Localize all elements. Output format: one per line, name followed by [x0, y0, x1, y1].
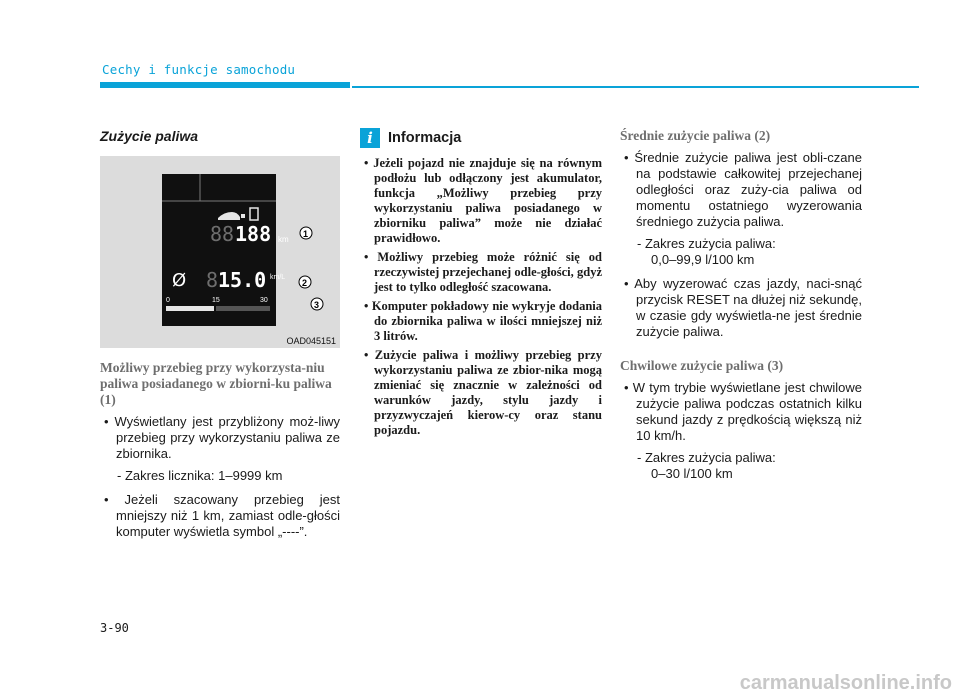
- callout-1-label: 1: [303, 229, 309, 239]
- column-left: [100, 120, 340, 546]
- average-bullet-2: • Aby wyzerować czas jazdy, naci-snąć przycisk RESET na dłużej niż sekundę, w czasie gdy wyświetla-ne jest średnie zużycie paliwa.: [624, 276, 862, 339]
- info-bullet-4: • Zużycie paliwa i możliwy przebieg przy wykorzystaniu paliwa ze zbior-nika mogą zmieniać się znacznie w zależności od warunków jazdy, stylu jazdy i przyzwyczajeń kierow-cy oraz stanu pojazdu.: [364, 348, 602, 437]
- gauge-bar: [166, 306, 270, 311]
- average-sub-range: 0,0–99,9 l/100 km: [651, 252, 755, 267]
- average-bullet-1: • Średnie zużycie paliwa jest obli-czane na podstawie całkowitej przejechanej odległości oraz zuży-cia paliwa od momentu ostatniego wyzerowania średniego zużycia paliwa.: [624, 150, 862, 229]
- header-accent-bar: [100, 82, 350, 88]
- instant-heading: Chwilowe zużycie paliwa (3): [620, 358, 784, 373]
- section-title: Zużycie paliwa: [100, 128, 199, 144]
- average-heading: Średnie zużycie paliwa (2): [620, 128, 771, 143]
- range-dim-digits: 88: [210, 222, 235, 246]
- figure-caption: OAD045151: [286, 336, 336, 346]
- range-bullet-2: • Jeżeli szacowany przebieg jest mniejszy niż 1 km, zamiast odle-głości komputer wyświetla symbol „----”.: [104, 492, 340, 539]
- range-heading: Możliwy przebieg przy wykorzysta-niu paliwa posiadanego w zbiorni-ku paliwa (1): [100, 360, 332, 407]
- info-title: Informacja: [388, 130, 462, 146]
- cluster-display-illustration: [100, 156, 340, 348]
- instant-bullet-1: • W tym trybie wyświetlane jest chwilowe zużycie paliwa podczas ostatnich kilku sekund jazdy z prędkością większą niż 10 km/h.: [624, 380, 862, 443]
- gauge-tick-15: 15: [212, 297, 220, 304]
- info-bullet-3-text: Komputer pokładowy nie wykryje dodania do zbiornika paliwa w ilości mniejszej niż 3 litrów.: [371, 299, 602, 343]
- average-value: 15.0: [218, 268, 267, 292]
- average-symbol: Ø: [172, 270, 187, 291]
- info-bullet-2: • Możliwy przebieg może różnić się od rzeczywistej przejechanej odle-głości, gdyż jest to tylko odległość szacowana.: [364, 250, 602, 294]
- info-bullet-3: • Komputer pokładowy nie wykryje dodania do zbiornika paliwa w ilości mniejszej niż 3 litrów.: [364, 299, 602, 343]
- range-bullet-1: • Wyświetlany jest przybliżony moż-liwy przebieg przy wykorzystaniu paliwa ze zbiornika.: [104, 414, 340, 461]
- info-icon: i: [360, 128, 380, 148]
- average-bullet-1-text: Średnie zużycie paliwa jest obli-czane na podstawie całkowitej przejechanej odległości oraz zuży-cia paliwa od momentu ostatniego wyzerowania średniego zużycia paliwa.: [634, 150, 862, 229]
- info-bullet-4-text: Zużycie paliwa i możliwy przebieg przy wykorzystaniu paliwa ze zbior-nika mogą zmieniać się znacznie w zależności od warunków jazdy, stylu jazdy i przyzwyczajeń kierow-cy oraz stanu pojazdu.: [374, 348, 602, 437]
- average-dim-digits: 8: [206, 268, 219, 292]
- range-sub-item: - Zakres licznika: 1–9999 km: [117, 468, 283, 483]
- average-unit: km/L: [270, 274, 286, 281]
- info-bullet-1: • Jeżeli pojazd nie znajduje się na równym podłożu lub odłączony jest akumulator, funkcja „Możliwy przebieg przy wykorzystaniu paliwa posiadanego w zbiorniku paliwa” może nie działać prawidłowo.: [364, 156, 602, 245]
- watermark: carmanualsonline.info: [739, 672, 952, 694]
- header-title: Cechy i funkcje samochodu: [102, 62, 296, 77]
- callout-2-label: 2: [302, 278, 308, 288]
- info-bullet-1-text: Jeżeli pojazd nie znajduje się na równym podłożu lub odłączony jest akumulator, funkcja „Możliwy przebieg przy wykorzystaniu paliwa posiadanego w zbiorniku paliwa” może nie działać prawidłowo.: [373, 156, 602, 245]
- info-header: [360, 128, 602, 148]
- dashboard-figure: [100, 156, 340, 348]
- callout-3-label: 3: [314, 300, 320, 310]
- column-middle: [360, 120, 602, 442]
- gauge-tick-0: 0: [166, 297, 170, 304]
- average-bullet-2-text: Aby wyzerować czas jazdy, naci-snąć przycisk RESET na dłużej niż sekundę, w czasie gdy wyświetla-ne jest średnie zużycie paliwa.: [634, 276, 862, 339]
- range-bullet-1-text: Wyświetlany jest przybliżony moż-liwy przebieg przy wykorzystaniu paliwa ze zbiornika.: [114, 414, 340, 461]
- instant-bullet-1-text: W tym trybie wyświetlane jest chwilowe zużycie paliwa podczas ostatnich kilku sekund jazdy z prędkością większą niż 10 km/h.: [632, 380, 862, 443]
- range-unit: km: [278, 235, 289, 244]
- gauge-tick-30: 30: [260, 297, 268, 304]
- header-rule: [352, 86, 919, 88]
- info-bullet-2-text: Możliwy przebieg może różnić się od rzeczywistej przejechanej odle-głości, gdyż jest to tylko odległość szacowana.: [374, 250, 602, 294]
- instant-sub-label: - Zakres zużycia paliwa:: [637, 450, 776, 465]
- range-value: 188: [235, 222, 272, 246]
- instant-sub-range: 0–30 l/100 km: [651, 466, 733, 481]
- range-bullet-2-text: Jeżeli szacowany przebieg jest mniejszy niż 1 km, zamiast odle-głości komputer wyświetla symbol „----”.: [116, 492, 340, 539]
- arrow-icon: [241, 214, 245, 218]
- average-sub-label: - Zakres zużycia paliwa:: [637, 236, 776, 251]
- page-number: 3-90: [100, 621, 129, 635]
- column-right: [620, 120, 862, 490]
